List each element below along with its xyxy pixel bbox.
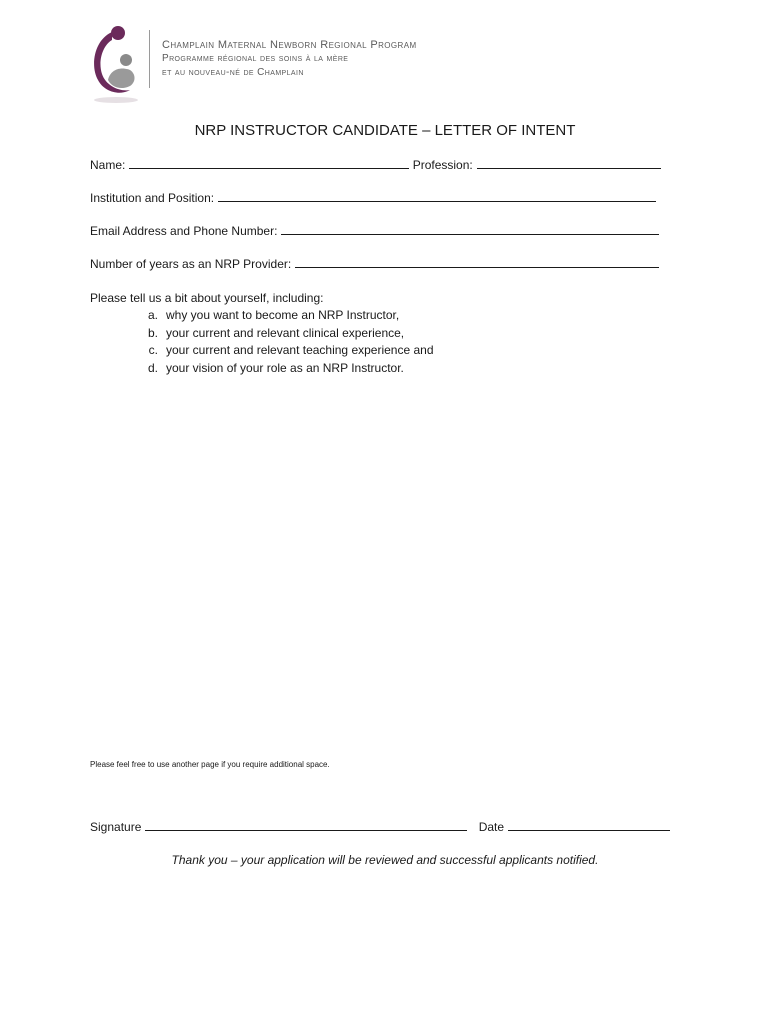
organization-name (162, 38, 417, 80)
list-item (130, 307, 434, 325)
program-logo (90, 22, 146, 104)
date-label: Date (478, 820, 505, 834)
additional-space-note: Please feel free to use another page if you require additional space. (90, 760, 330, 769)
list-text: your current and relevant teaching experience and (166, 343, 434, 357)
org-line-3: et au nouveau-né de Champlain (162, 67, 304, 78)
date-field[interactable] (508, 820, 670, 831)
page-title: NRP INSTRUCTOR CANDIDATE – LETTER OF INTENT (194, 122, 576, 139)
profession-label: Profession: (412, 158, 473, 172)
document-header (90, 22, 510, 106)
thank-you-note: Thank you – your application will be reviewed and successful applicants notified. (171, 853, 599, 867)
list-marker: a. (147, 308, 158, 322)
org-line-2: Programme régional des soins à la mère (162, 53, 349, 64)
years-label: Number of years as an NRP Provider: (90, 257, 292, 271)
org-line-1: Champlain Maternal Newborn Regional Program (162, 39, 417, 51)
name-label: Name: (90, 158, 126, 172)
email-row (90, 224, 659, 238)
profession-field[interactable] (477, 158, 661, 169)
list-item (130, 360, 434, 378)
list-text: your current and relevant clinical experience, (166, 325, 405, 340)
intro-text: Please tell us a bit about yourself, including: (90, 291, 324, 305)
list-text: why you want to become an NRP Instructor, (166, 308, 400, 322)
email-phone-field[interactable] (281, 224, 659, 235)
list-marker: c. (148, 343, 158, 357)
institution-row (90, 191, 656, 205)
list-item (130, 342, 434, 360)
institution-field[interactable] (218, 191, 656, 202)
list-marker: b. (147, 325, 158, 340)
email-label: Email Address and Phone Number: (90, 224, 278, 238)
signature-row (90, 820, 670, 834)
list-marker: d. (147, 360, 158, 375)
prompt-list (130, 307, 434, 377)
years-field[interactable] (295, 257, 659, 268)
list-item (130, 325, 434, 343)
years-row (90, 257, 659, 271)
name-profession-row (90, 158, 661, 172)
list-text: your vision of your role as an NRP Instructor. (166, 360, 404, 375)
name-field[interactable] (129, 158, 409, 169)
header-divider (149, 30, 150, 88)
signature-label: Signature (90, 820, 142, 834)
signature-field[interactable] (145, 820, 467, 831)
institution-label: Institution and Position: (90, 191, 215, 205)
